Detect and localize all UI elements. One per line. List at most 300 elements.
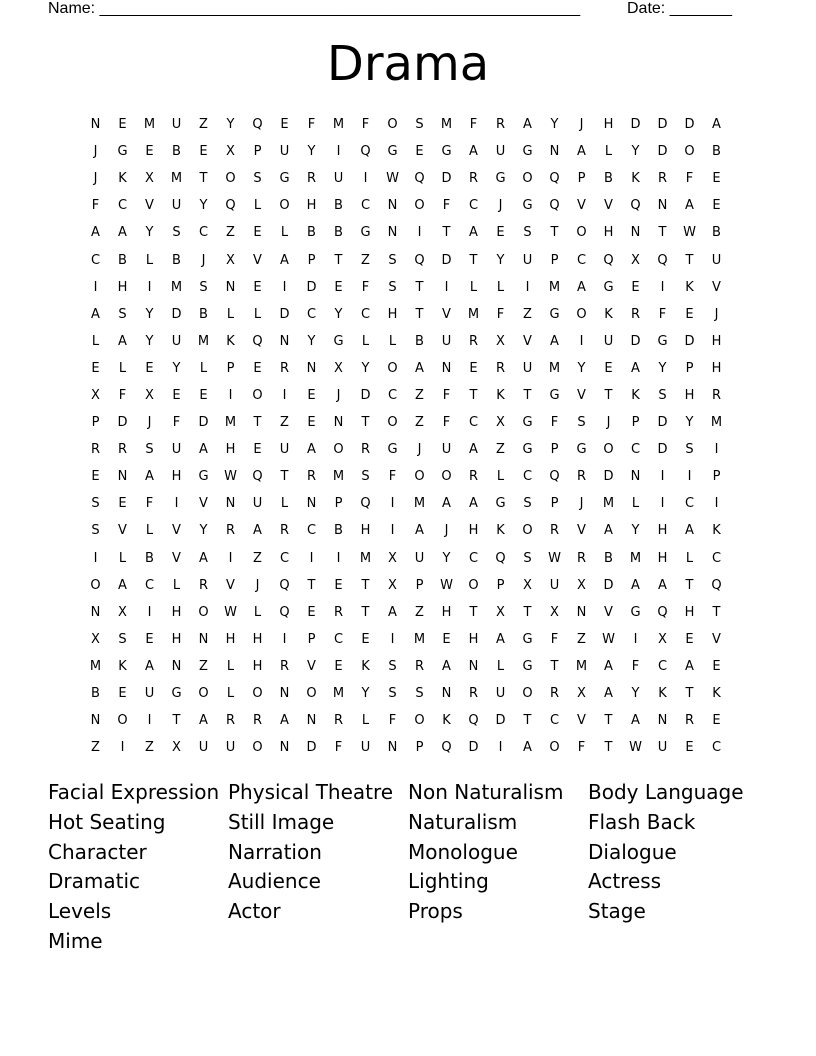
grid-letter[interactable]: U xyxy=(549,577,560,593)
grid-letter[interactable]: F xyxy=(118,387,127,403)
grid-letter[interactable]: C xyxy=(117,198,128,214)
grid-letter[interactable]: Y xyxy=(361,686,370,702)
grid-letter[interactable]: U xyxy=(252,496,263,512)
grid-letter[interactable]: S xyxy=(685,442,694,458)
grid-letter[interactable]: E xyxy=(118,496,127,512)
grid-letter[interactable]: E xyxy=(712,713,721,729)
grid-letter[interactable]: H xyxy=(171,469,182,485)
grid-letter[interactable]: N xyxy=(225,279,236,295)
grid-letter[interactable]: I xyxy=(660,496,665,512)
grid-letter[interactable]: B xyxy=(334,523,343,539)
grid-letter[interactable]: L xyxy=(145,523,154,539)
grid-letter[interactable]: M xyxy=(359,550,372,566)
grid-letter[interactable]: O xyxy=(576,225,587,241)
grid-letter[interactable]: U xyxy=(171,117,182,133)
grid-letter[interactable]: K xyxy=(442,713,451,729)
grid-letter[interactable]: R xyxy=(225,523,236,539)
grid-letter[interactable]: E xyxy=(253,279,262,295)
grid-letter[interactable]: L xyxy=(118,550,127,566)
grid-letter[interactable]: F xyxy=(334,740,343,756)
grid-letter[interactable]: R xyxy=(90,442,101,458)
grid-letter[interactable]: Y xyxy=(577,360,586,376)
grid-letter[interactable]: I xyxy=(282,631,287,647)
grid-letter[interactable]: J xyxy=(201,252,206,268)
grid-letter[interactable]: T xyxy=(361,604,370,620)
grid-letter[interactable]: S xyxy=(388,686,397,702)
grid-letter[interactable]: R xyxy=(495,360,506,376)
grid-letter[interactable]: H xyxy=(171,631,182,647)
grid-letter[interactable]: K xyxy=(226,333,235,349)
grid-letter[interactable]: D xyxy=(657,144,668,160)
grid-letter[interactable]: S xyxy=(388,658,397,674)
grid-letter[interactable]: C xyxy=(711,740,722,756)
grid-letter[interactable]: X xyxy=(91,387,100,403)
grid-letter[interactable]: R xyxy=(279,360,290,376)
grid-letter[interactable]: A xyxy=(658,577,667,593)
grid-letter[interactable]: I xyxy=(174,496,179,512)
grid-letter[interactable]: V xyxy=(145,198,154,214)
grid-letter[interactable]: H xyxy=(360,523,371,539)
grid-letter[interactable]: O xyxy=(198,604,209,620)
grid-letter[interactable]: G xyxy=(117,144,128,160)
grid-letter[interactable]: X xyxy=(226,144,235,160)
grid-letter[interactable]: F xyxy=(388,713,397,729)
grid-letter[interactable]: A xyxy=(685,198,694,214)
grid-letter[interactable]: F xyxy=(388,469,397,485)
grid-letter[interactable]: M xyxy=(413,631,426,647)
grid-letter[interactable]: B xyxy=(172,252,181,268)
grid-letter[interactable]: S xyxy=(91,523,100,539)
grid-letter[interactable]: N xyxy=(90,117,101,133)
grid-letter[interactable]: Y xyxy=(550,117,559,133)
grid-letter[interactable]: X xyxy=(118,604,127,620)
grid-letter[interactable]: N xyxy=(279,333,290,349)
grid-letter[interactable]: S xyxy=(415,117,424,133)
grid-letter[interactable]: A xyxy=(631,713,640,729)
grid-letter[interactable]: L xyxy=(118,360,127,376)
grid-letter[interactable]: U xyxy=(279,144,290,160)
grid-letter[interactable]: Q xyxy=(252,469,263,485)
grid-letter[interactable]: P xyxy=(685,360,694,376)
grid-letter[interactable]: R xyxy=(414,658,425,674)
grid-letter[interactable]: Y xyxy=(199,523,208,539)
grid-letter[interactable]: E xyxy=(604,360,613,376)
grid-letter[interactable]: Q xyxy=(549,198,560,214)
grid-letter[interactable]: L xyxy=(496,658,505,674)
grid-letter[interactable]: Q xyxy=(549,469,560,485)
grid-letter[interactable]: O xyxy=(522,686,533,702)
grid-letter[interactable]: L xyxy=(91,333,100,349)
grid-letter[interactable]: T xyxy=(199,171,208,187)
grid-letter[interactable]: Q xyxy=(360,144,371,160)
grid-letter[interactable]: X xyxy=(145,387,154,403)
grid-letter[interactable]: E xyxy=(307,415,316,431)
grid-letter[interactable]: H xyxy=(387,306,398,322)
grid-letter[interactable]: G xyxy=(549,387,560,403)
grid-letter[interactable]: V xyxy=(118,523,127,539)
grid-letter[interactable]: I xyxy=(633,631,638,647)
grid-letter[interactable]: S xyxy=(577,415,586,431)
grid-letter[interactable]: K xyxy=(118,658,127,674)
grid-letter[interactable]: U xyxy=(711,252,722,268)
grid-letter[interactable]: E xyxy=(469,360,478,376)
grid-letter[interactable]: O xyxy=(333,442,344,458)
grid-letter[interactable]: A xyxy=(118,577,127,593)
grid-letter[interactable]: J xyxy=(714,306,719,322)
grid-letter[interactable]: Z xyxy=(523,306,532,322)
grid-letter[interactable]: O xyxy=(522,523,533,539)
grid-letter[interactable]: Q xyxy=(414,252,425,268)
grid-letter[interactable]: F xyxy=(442,415,451,431)
grid-letter[interactable]: P xyxy=(550,496,559,512)
grid-letter[interactable]: I xyxy=(93,279,98,295)
grid-letter[interactable]: A xyxy=(253,523,262,539)
grid-letter[interactable]: G xyxy=(198,469,209,485)
grid-letter[interactable]: D xyxy=(441,252,452,268)
grid-letter[interactable]: D xyxy=(360,387,371,403)
grid-letter[interactable]: A xyxy=(469,496,478,512)
grid-letter[interactable]: O xyxy=(198,686,209,702)
grid-letter[interactable]: H xyxy=(306,198,317,214)
grid-letter[interactable]: X xyxy=(226,252,235,268)
grid-letter[interactable]: B xyxy=(604,171,613,187)
grid-letter[interactable]: E xyxy=(91,469,100,485)
grid-letter[interactable]: G xyxy=(630,604,641,620)
grid-letter[interactable]: L xyxy=(199,360,208,376)
grid-letter[interactable]: O xyxy=(522,171,533,187)
grid-letter[interactable]: I xyxy=(336,550,341,566)
grid-letter[interactable]: R xyxy=(198,577,209,593)
grid-letter[interactable]: H xyxy=(171,604,182,620)
grid-letter[interactable]: A xyxy=(118,333,127,349)
grid-letter[interactable]: V xyxy=(226,577,235,593)
grid-letter[interactable]: J xyxy=(93,144,98,160)
grid-letter[interactable]: D xyxy=(306,740,317,756)
grid-letter[interactable]: A xyxy=(280,252,289,268)
grid-letter[interactable]: S xyxy=(172,225,181,241)
grid-letter[interactable]: C xyxy=(657,658,668,674)
grid-letter[interactable]: M xyxy=(710,415,723,431)
grid-letter[interactable]: R xyxy=(630,306,641,322)
grid-letter[interactable]: V xyxy=(577,198,586,214)
grid-letter[interactable]: A xyxy=(307,442,316,458)
grid-letter[interactable]: I xyxy=(282,279,287,295)
grid-letter[interactable]: U xyxy=(360,740,371,756)
grid-letter[interactable]: M xyxy=(440,117,453,133)
grid-letter[interactable]: R xyxy=(279,658,290,674)
grid-letter[interactable]: T xyxy=(712,604,721,620)
grid-letter[interactable]: S xyxy=(523,550,532,566)
grid-letter[interactable]: T xyxy=(253,415,262,431)
grid-letter[interactable]: T xyxy=(469,604,478,620)
grid-letter[interactable]: C xyxy=(306,306,317,322)
grid-letter[interactable]: I xyxy=(390,523,395,539)
grid-letter[interactable]: X xyxy=(658,631,667,647)
grid-letter[interactable]: V xyxy=(604,604,613,620)
grid-letter[interactable]: C xyxy=(279,550,290,566)
grid-letter[interactable]: P xyxy=(334,496,343,512)
grid-letter[interactable]: J xyxy=(579,496,584,512)
grid-letter[interactable]: G xyxy=(603,279,614,295)
grid-letter[interactable]: O xyxy=(414,713,425,729)
grid-letter[interactable]: Y xyxy=(631,144,640,160)
grid-letter[interactable]: I xyxy=(228,550,233,566)
grid-letter[interactable]: I xyxy=(525,279,530,295)
grid-letter[interactable]: E xyxy=(199,144,208,160)
grid-letter[interactable]: A xyxy=(523,117,532,133)
grid-letter[interactable]: T xyxy=(550,225,559,241)
grid-letter[interactable]: B xyxy=(712,225,721,241)
grid-letter[interactable]: G xyxy=(522,415,533,431)
grid-letter[interactable]: R xyxy=(684,713,695,729)
grid-letter[interactable]: Y xyxy=(685,415,694,431)
grid-letter[interactable]: J xyxy=(579,117,584,133)
grid-letter[interactable]: C xyxy=(360,306,371,322)
grid-letter[interactable]: M xyxy=(89,658,102,674)
grid-letter[interactable]: R xyxy=(576,469,587,485)
grid-letter[interactable]: S xyxy=(415,686,424,702)
grid-letter[interactable]: W xyxy=(440,577,453,593)
grid-letter[interactable]: Y xyxy=(307,144,316,160)
grid-letter[interactable]: X xyxy=(550,604,559,620)
grid-letter[interactable]: S xyxy=(388,252,397,268)
grid-letter[interactable]: T xyxy=(604,740,613,756)
grid-letter[interactable]: A xyxy=(523,740,532,756)
grid-letter[interactable]: Y xyxy=(145,225,154,241)
grid-letter[interactable]: E xyxy=(253,442,262,458)
grid-letter[interactable]: A xyxy=(604,686,613,702)
grid-letter[interactable]: L xyxy=(253,198,262,214)
grid-letter[interactable]: A xyxy=(199,713,208,729)
grid-letter[interactable]: O xyxy=(576,306,587,322)
grid-letter[interactable]: P xyxy=(496,577,505,593)
grid-letter[interactable]: I xyxy=(660,279,665,295)
grid-letter[interactable]: F xyxy=(91,198,100,214)
grid-letter[interactable]: C xyxy=(468,550,479,566)
grid-letter[interactable]: K xyxy=(361,658,370,674)
grid-letter[interactable]: P xyxy=(712,469,721,485)
grid-letter[interactable]: E xyxy=(361,631,370,647)
grid-letter[interactable]: T xyxy=(334,252,343,268)
grid-letter[interactable]: S xyxy=(523,496,532,512)
grid-letter[interactable]: D xyxy=(630,333,641,349)
grid-letter[interactable]: N xyxy=(576,604,587,620)
grid-letter[interactable]: Q xyxy=(252,117,263,133)
grid-letter[interactable]: D xyxy=(468,740,479,756)
grid-letter[interactable]: H xyxy=(252,658,263,674)
grid-letter[interactable]: Z xyxy=(577,631,586,647)
grid-letter[interactable]: U xyxy=(225,740,236,756)
grid-letter[interactable]: T xyxy=(604,387,613,403)
grid-letter[interactable]: Y xyxy=(631,523,640,539)
grid-letter[interactable]: J xyxy=(606,415,611,431)
grid-letter[interactable]: T xyxy=(361,415,370,431)
grid-letter[interactable]: D xyxy=(441,171,452,187)
grid-letter[interactable]: H xyxy=(441,604,452,620)
grid-letter[interactable]: O xyxy=(279,198,290,214)
grid-letter[interactable]: F xyxy=(442,387,451,403)
grid-letter[interactable]: G xyxy=(522,144,533,160)
grid-letter[interactable]: E xyxy=(307,604,316,620)
grid-letter[interactable]: J xyxy=(255,577,260,593)
grid-letter[interactable]: R xyxy=(333,604,344,620)
grid-letter[interactable]: E xyxy=(685,306,694,322)
grid-letter[interactable]: E xyxy=(280,117,289,133)
grid-letter[interactable]: Y xyxy=(145,333,154,349)
grid-letter[interactable]: A xyxy=(415,523,424,539)
grid-letter[interactable]: A xyxy=(469,144,478,160)
grid-letter[interactable]: S xyxy=(658,387,667,403)
grid-letter[interactable]: J xyxy=(336,387,341,403)
grid-letter[interactable]: E xyxy=(415,144,424,160)
grid-letter[interactable]: E xyxy=(685,631,694,647)
grid-letter[interactable]: A xyxy=(199,550,208,566)
grid-letter[interactable]: R xyxy=(468,469,479,485)
grid-letter[interactable]: A xyxy=(631,360,640,376)
grid-letter[interactable]: X xyxy=(334,360,343,376)
grid-letter[interactable]: Y xyxy=(307,333,316,349)
grid-letter[interactable]: I xyxy=(579,333,584,349)
grid-letter[interactable]: D xyxy=(657,442,668,458)
grid-letter[interactable]: E xyxy=(334,658,343,674)
grid-letter[interactable]: E xyxy=(199,387,208,403)
grid-letter[interactable]: Q xyxy=(360,496,371,512)
grid-letter[interactable]: I xyxy=(147,604,152,620)
grid-letter[interactable]: Q xyxy=(603,252,614,268)
grid-letter[interactable]: F xyxy=(361,117,370,133)
grid-letter[interactable]: O xyxy=(549,740,560,756)
grid-letter[interactable]: M xyxy=(575,658,588,674)
grid-letter[interactable]: S xyxy=(253,171,262,187)
grid-letter[interactable]: R xyxy=(117,442,128,458)
grid-letter[interactable]: A xyxy=(604,658,613,674)
grid-letter[interactable]: O xyxy=(90,577,101,593)
grid-letter[interactable]: F xyxy=(172,415,181,431)
grid-letter[interactable]: I xyxy=(93,550,98,566)
grid-letter[interactable]: A xyxy=(577,144,586,160)
grid-letter[interactable]: N xyxy=(306,496,317,512)
grid-letter[interactable]: A xyxy=(442,658,451,674)
grid-letter[interactable]: I xyxy=(687,469,692,485)
grid-letter[interactable]: D xyxy=(198,415,209,431)
grid-letter[interactable]: J xyxy=(417,442,422,458)
grid-letter[interactable]: B xyxy=(334,198,343,214)
grid-letter[interactable]: N xyxy=(657,198,668,214)
grid-letter[interactable]: E xyxy=(631,279,640,295)
grid-letter[interactable]: O xyxy=(252,686,263,702)
grid-letter[interactable]: R xyxy=(549,523,560,539)
grid-letter[interactable]: L xyxy=(280,496,289,512)
grid-letter[interactable]: J xyxy=(93,171,98,187)
grid-letter[interactable]: I xyxy=(660,469,665,485)
grid-letter[interactable]: V xyxy=(172,523,181,539)
grid-letter[interactable]: N xyxy=(468,658,479,674)
grid-letter[interactable]: V xyxy=(577,523,586,539)
grid-letter[interactable]: N xyxy=(117,469,128,485)
grid-letter[interactable]: B xyxy=(712,144,721,160)
grid-letter[interactable]: P xyxy=(415,577,424,593)
grid-letter[interactable]: O xyxy=(414,198,425,214)
grid-letter[interactable]: P xyxy=(550,442,559,458)
grid-letter[interactable]: U xyxy=(414,550,425,566)
grid-letter[interactable]: O xyxy=(468,577,479,593)
grid-letter[interactable]: W xyxy=(224,604,237,620)
grid-letter[interactable]: D xyxy=(603,577,614,593)
grid-letter[interactable]: V xyxy=(172,550,181,566)
grid-letter[interactable]: K xyxy=(496,387,505,403)
grid-letter[interactable]: U xyxy=(441,442,452,458)
grid-letter[interactable]: X xyxy=(172,740,181,756)
grid-letter[interactable]: A xyxy=(91,225,100,241)
grid-letter[interactable]: R xyxy=(468,686,479,702)
grid-letter[interactable]: M xyxy=(224,415,237,431)
grid-letter[interactable]: A xyxy=(199,442,208,458)
grid-letter[interactable]: N xyxy=(441,360,452,376)
grid-letter[interactable]: R xyxy=(576,550,587,566)
grid-letter[interactable]: I xyxy=(147,713,152,729)
grid-letter[interactable]: K xyxy=(712,523,721,539)
grid-letter[interactable]: H xyxy=(468,523,479,539)
grid-letter[interactable]: U xyxy=(198,740,209,756)
grid-letter[interactable]: L xyxy=(226,686,235,702)
grid-letter[interactable]: V xyxy=(523,333,532,349)
grid-letter[interactable]: H xyxy=(252,631,263,647)
grid-letter[interactable]: I xyxy=(390,631,395,647)
grid-letter[interactable]: J xyxy=(147,415,152,431)
grid-letter[interactable]: Y xyxy=(361,360,370,376)
grid-letter[interactable]: N xyxy=(279,686,290,702)
grid-letter[interactable]: T xyxy=(523,604,532,620)
grid-letter[interactable]: K xyxy=(712,686,721,702)
grid-letter[interactable]: I xyxy=(282,387,287,403)
grid-letter[interactable]: B xyxy=(307,225,316,241)
grid-letter[interactable]: F xyxy=(307,117,316,133)
grid-letter[interactable]: D xyxy=(630,117,641,133)
grid-letter[interactable]: S xyxy=(118,631,127,647)
grid-letter[interactable]: W xyxy=(683,225,696,241)
grid-letter[interactable]: Y xyxy=(172,360,181,376)
grid-letter[interactable]: P xyxy=(307,631,316,647)
grid-letter[interactable]: L xyxy=(496,469,505,485)
grid-letter[interactable]: S xyxy=(118,306,127,322)
grid-letter[interactable]: N xyxy=(630,469,641,485)
grid-letter[interactable]: O xyxy=(603,442,614,458)
grid-letter[interactable]: Z xyxy=(361,252,370,268)
grid-letter[interactable]: E xyxy=(442,631,451,647)
grid-letter[interactable]: P xyxy=(307,252,316,268)
grid-letter[interactable]: D xyxy=(117,415,128,431)
grid-letter[interactable]: U xyxy=(441,333,452,349)
grid-letter[interactable]: H xyxy=(468,631,479,647)
grid-letter[interactable]: G xyxy=(522,658,533,674)
grid-letter[interactable]: H xyxy=(684,387,695,403)
grid-letter[interactable]: M xyxy=(413,496,426,512)
grid-letter[interactable]: I xyxy=(444,279,449,295)
grid-letter[interactable]: C xyxy=(144,577,155,593)
grid-letter[interactable]: E xyxy=(334,279,343,295)
grid-letter[interactable]: E xyxy=(712,658,721,674)
grid-letter[interactable]: C xyxy=(522,469,533,485)
grid-letter[interactable]: D xyxy=(171,306,182,322)
grid-letter[interactable]: I xyxy=(147,279,152,295)
grid-letter[interactable]: N xyxy=(198,631,209,647)
grid-letter[interactable]: Q xyxy=(711,577,722,593)
grid-letter[interactable]: N xyxy=(90,604,101,620)
grid-letter[interactable]: Z xyxy=(226,225,235,241)
grid-letter[interactable]: V xyxy=(577,713,586,729)
grid-letter[interactable]: Q xyxy=(657,604,668,620)
grid-letter[interactable]: L xyxy=(280,225,289,241)
